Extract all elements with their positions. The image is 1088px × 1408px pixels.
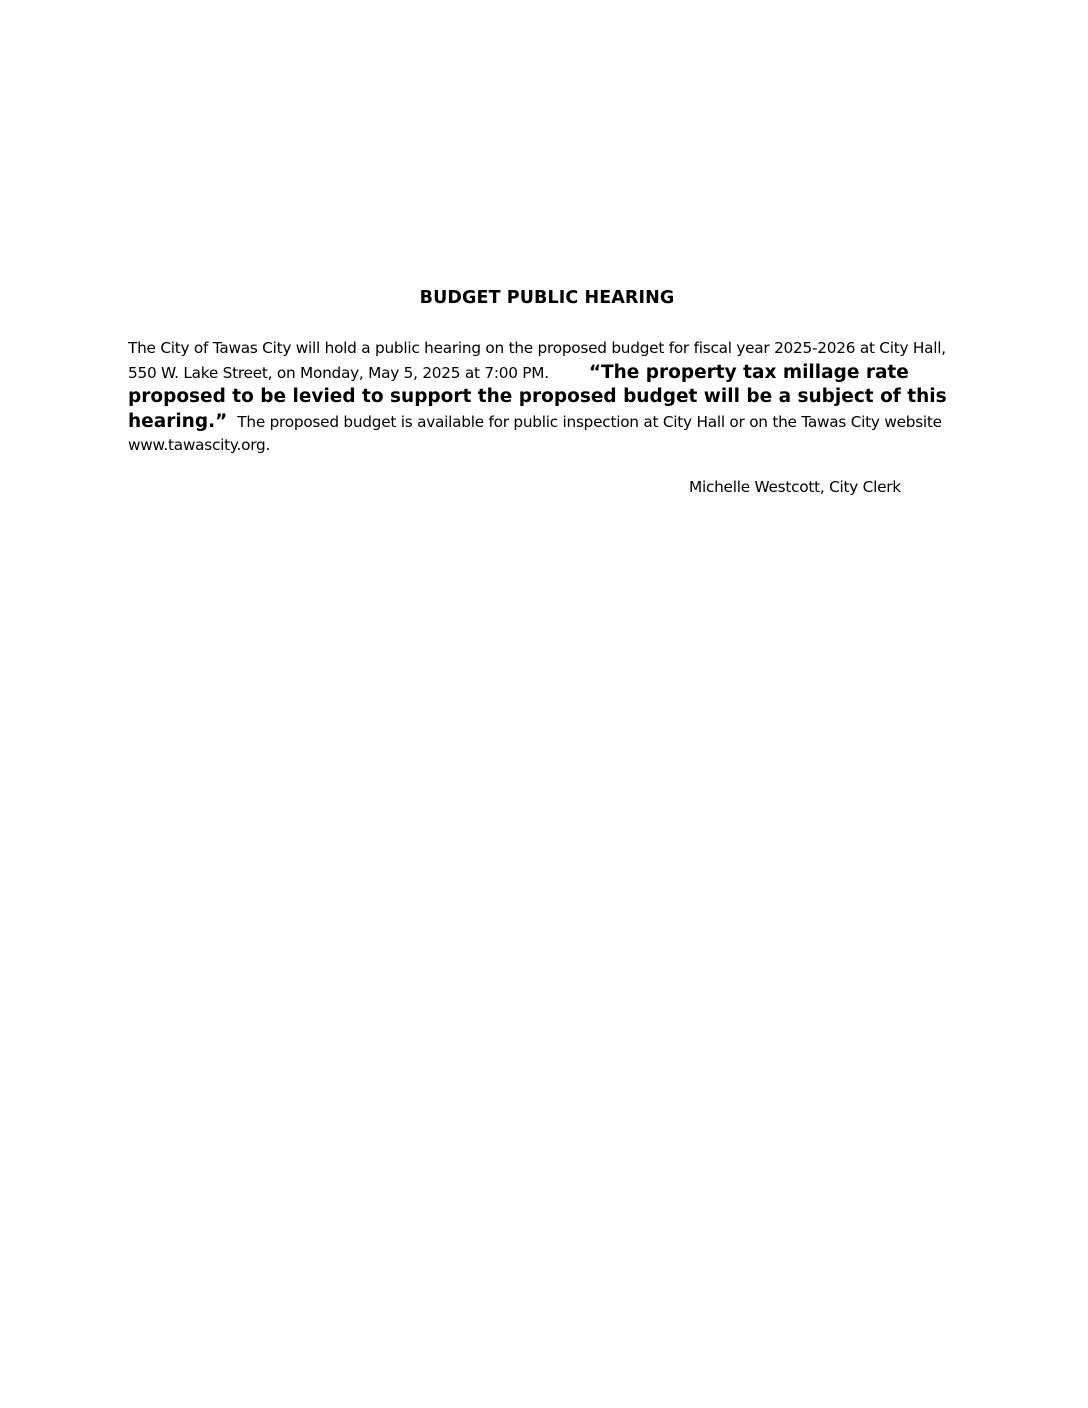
clerk-signature: Michelle Westcott, City Clerk xyxy=(689,478,901,496)
notice-emphasis-text: “The property tax millage rate proposed to be levied to support the proposed budget will be a subject of this hearing.” xyxy=(128,361,947,432)
notice-title: BUDGET PUBLIC HEARING xyxy=(419,288,675,308)
notice-closing-text: The proposed budget is available for public inspection at City Hall or on the Tawas City website www.tawascity.org. xyxy=(128,412,942,454)
notice-intro-text: The City of Tawas City will hold a public hearing on the proposed budget for fiscal year 2025-2026 at City Hall, 550 W. Lake Street, on Monday, May 5, 2025 at 7:00 PM. xyxy=(128,339,946,382)
notice-body xyxy=(128,337,968,458)
